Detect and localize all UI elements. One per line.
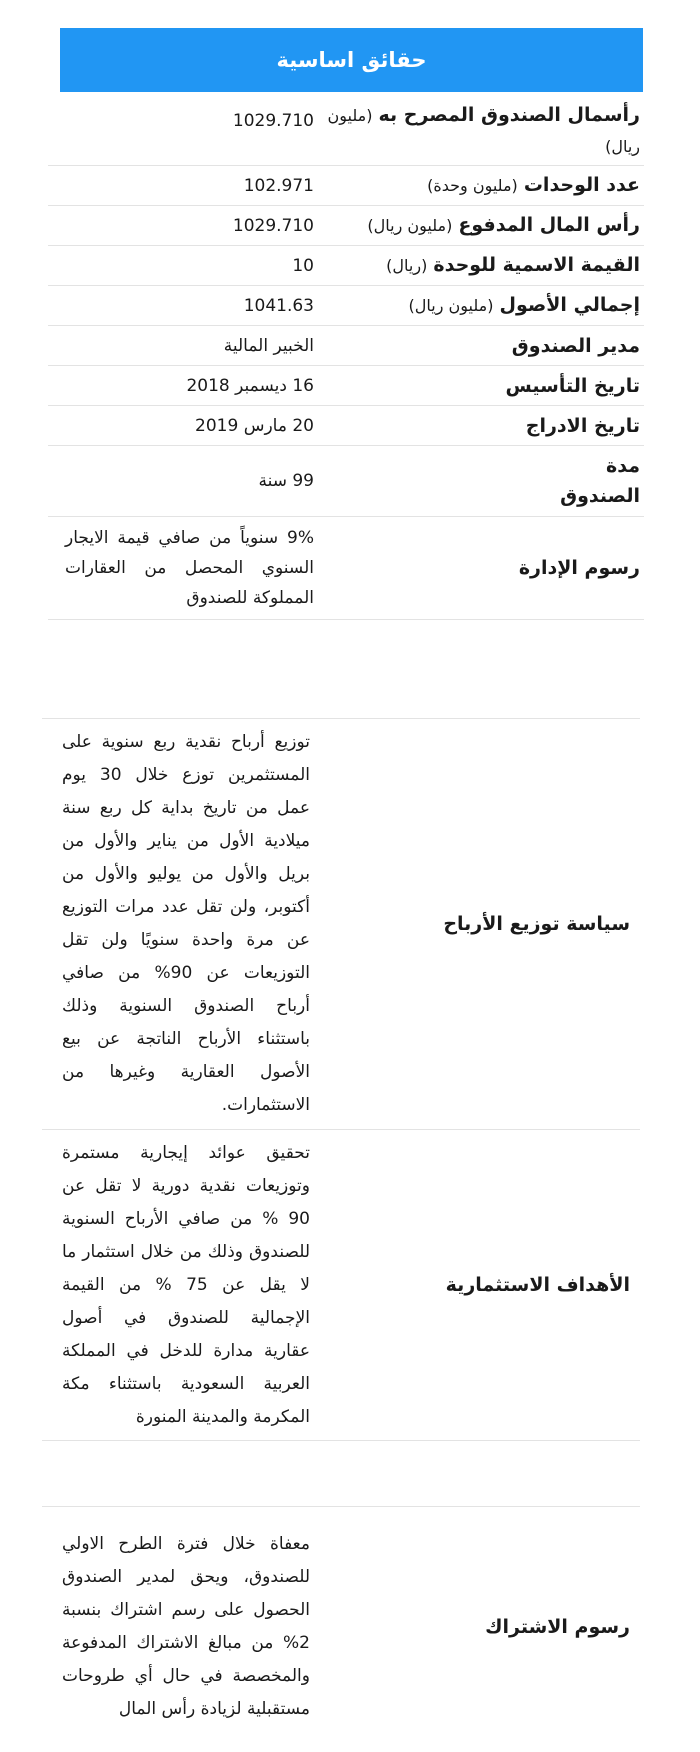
fact-row-paid-capital: [48, 206, 644, 246]
fact-row-manager: [48, 326, 644, 366]
fact-label: رسوم الإدارة: [518, 557, 640, 579]
fact-label: رأسمال الصندوق المصرح به (مليون ريال): [327, 104, 640, 156]
fact-row-capital: [48, 92, 644, 166]
fact-value: 1041.63: [243, 295, 314, 316]
fact-value: 99 سنة: [258, 471, 314, 491]
fact-row-nominal-value: [48, 246, 644, 286]
investment-objectives-label: الأهداف الاستثمارية: [445, 1274, 630, 1296]
fact-row-inception: [48, 366, 644, 406]
fact-label: مدة الصندوق: [560, 455, 640, 507]
fact-row-management-fee: [48, 517, 644, 620]
fact-value: 102.971: [243, 175, 314, 196]
fact-row-total-assets: [48, 286, 644, 326]
fact-value: 1029.710: [232, 111, 314, 131]
fact-label: إجمالي الأصول (مليون ريال): [408, 294, 640, 316]
fact-label: القيمة الاسمية للوحدة (ريال): [386, 254, 640, 276]
investment-objectives-row: [42, 1130, 640, 1441]
dividend-policy-value: توزيع أرباح نقدية ربع سنوية على المستثمرين توزع خلال 30 يوم عمل من تاريخ بداية كل ربع سنة ميلادية الأول من يناير والأول من بريل والأول من يوليو والأول من أكتوبر، ولن تقل عدد مرات التوزيع عن مرة واحدة سنويًا ولن تقل التوزيعات عن 90% من صافي أرباح الصندوق السنوية وذلك باستثناء الأرباح الناتجة عن بيع الأصول العقارية وغيرها من الاستثمارات.: [62, 732, 310, 1115]
fact-value: 20 مارس 2019: [195, 415, 314, 436]
fact-label: عدد الوحدات (مليون وحدة): [427, 174, 640, 196]
fact-label: تاريخ التأسيس: [505, 374, 640, 397]
section-title: حقائق اساسية: [276, 48, 427, 72]
fact-value: 1029.710: [232, 215, 314, 236]
section-header: [60, 28, 643, 92]
fact-value: 9% سنوياً من صافي قيمة الايجار السنوي المحصل من العقارات المملوكة للصندوق: [65, 528, 314, 608]
fact-row-duration: [48, 446, 644, 517]
fact-value: الخبير المالية: [223, 335, 314, 356]
dividend-policy-row: [42, 719, 640, 1130]
fact-row-listing: [48, 406, 644, 446]
fact-label: رأس المال المدفوع (مليون ريال): [367, 214, 640, 236]
fact-value: 16 ديسمبر 2018: [186, 375, 314, 396]
subscription-fee-row: [42, 1507, 640, 1747]
investment-objectives-value: تحقيق عوائد إيجارية مستمرة وتوزيعات نقدية دورية لا تقل عن 90 % من صافي الأرباح السنوية للصندوق وذلك من خلال استثمار ما لا يقل عن 75 % من القيمة الإجمالية للصندوق في أصول عقارية مدارة للدخل في المملكة العربية السعودية باستثناء مكة المكرمة والمدينة المنورة: [62, 1142, 310, 1427]
dividend-policy-label: سياسة توزيع الأرباح: [443, 913, 630, 935]
fact-row-units: [48, 166, 644, 206]
fact-value: 10: [292, 255, 314, 276]
fact-label: مدير الصندوق: [511, 334, 640, 357]
fact-label: تاريخ الادراج: [525, 414, 640, 437]
subscription-fee-label: رسوم الاشتراك: [485, 1616, 630, 1638]
subscription-fee-value: معفاة خلال فترة الطرح الاولي للصندوق، ويحق لمدير الصندوق الحصول على رسم اشتراك بنسبة 2% من مبالغ الاشتراك المدفوعة والمخصصة في حال أي طروحات مستقبلية لزيادة رأس المال: [62, 1534, 310, 1719]
facts-table: [48, 92, 644, 620]
